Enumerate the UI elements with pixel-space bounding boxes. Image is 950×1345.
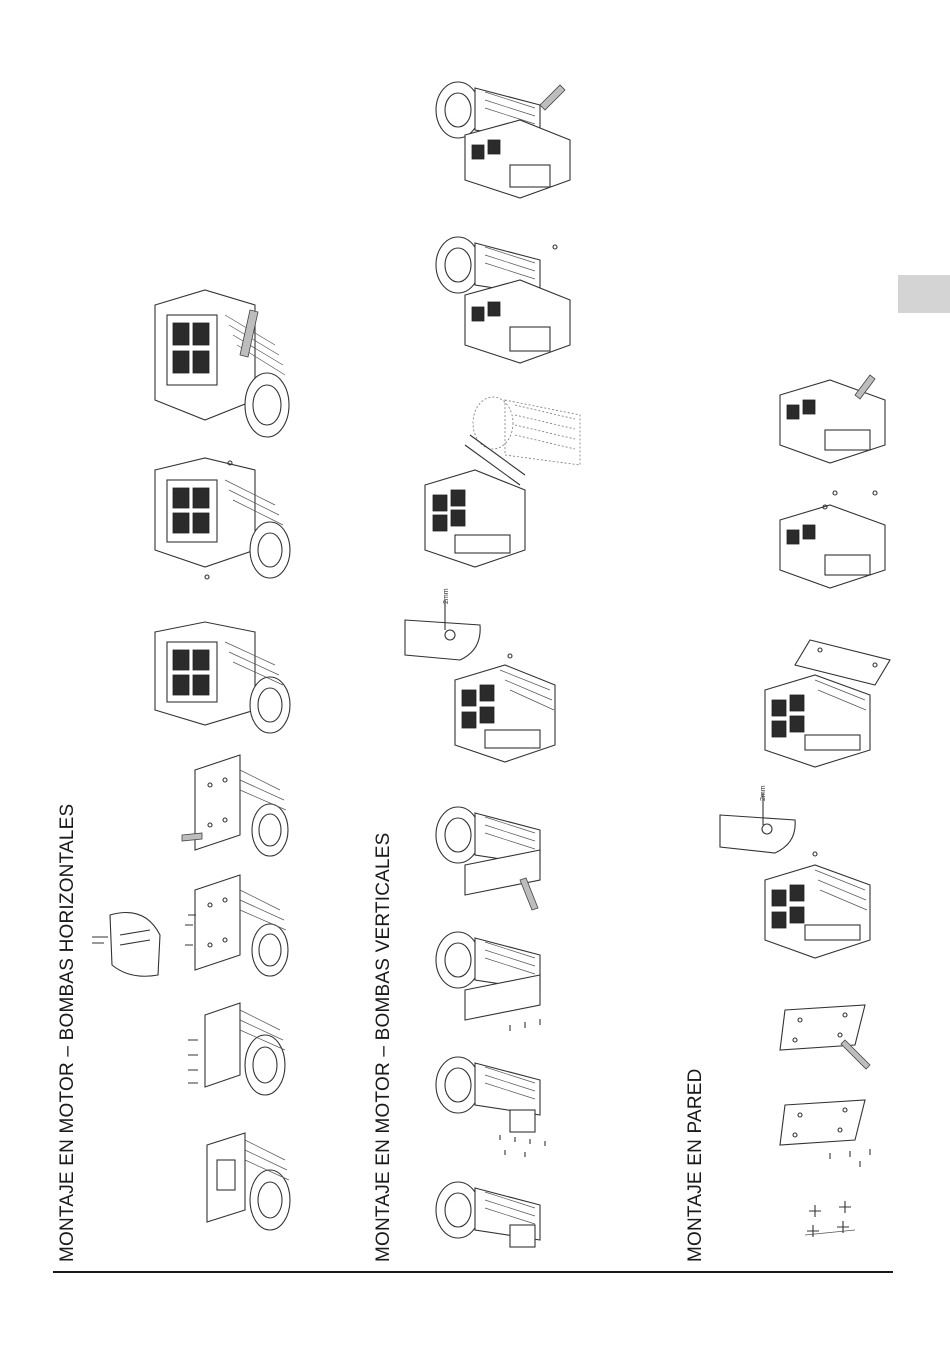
horizontal-detail-illustration	[90, 905, 170, 985]
vertical-gap-label: 2mm	[443, 588, 450, 604]
vertical-step-8-illustration	[430, 235, 580, 380]
vertical-step-1-illustration	[430, 1180, 555, 1260]
wall-gap-detail-illustration	[715, 785, 805, 855]
vertical-step-6-illustration	[450, 650, 565, 770]
wall-step-5-illustration	[760, 850, 880, 965]
vertical-step-5-illustration	[430, 805, 555, 920]
wall-step-8-illustration	[775, 375, 895, 470]
vertical-step-4-illustration	[430, 930, 555, 1045]
wall-step-7-illustration	[775, 485, 895, 595]
wall-step-4-illustration	[775, 1000, 890, 1075]
horizontal-step-4-illustration	[180, 870, 295, 985]
wall-step-1-illustration	[795, 1195, 870, 1250]
section-title-horizontal: MONTAJE EN MOTOR – BOMBAS HORIZONTALES	[57, 803, 78, 1262]
wall-step-6-illustration	[760, 635, 900, 770]
wall-gap-label: 2mm	[760, 785, 767, 801]
vertical-step-9-illustration	[430, 80, 580, 205]
language-tab	[898, 275, 950, 313]
section-title-vertical: MONTAJE EN MOTOR – BOMBAS VERTICALES	[373, 832, 394, 1262]
wall-step-3-illustration	[775, 1095, 890, 1175]
page-bottom-rule	[53, 1271, 893, 1273]
horizontal-step-5-illustration	[180, 750, 295, 865]
vertical-step-7-illustration	[415, 395, 590, 575]
section-title-wall: MONTAJE EN PARED	[685, 1068, 706, 1262]
horizontal-step-6-illustration	[145, 620, 295, 740]
horizontal-step-8-illustration	[145, 285, 295, 455]
vertical-step-3-illustration	[430, 1055, 555, 1170]
horizontal-step-7-illustration	[145, 455, 295, 585]
horizontal-step-1-illustration	[195, 1125, 295, 1240]
horizontal-step-3-illustration	[185, 995, 295, 1110]
